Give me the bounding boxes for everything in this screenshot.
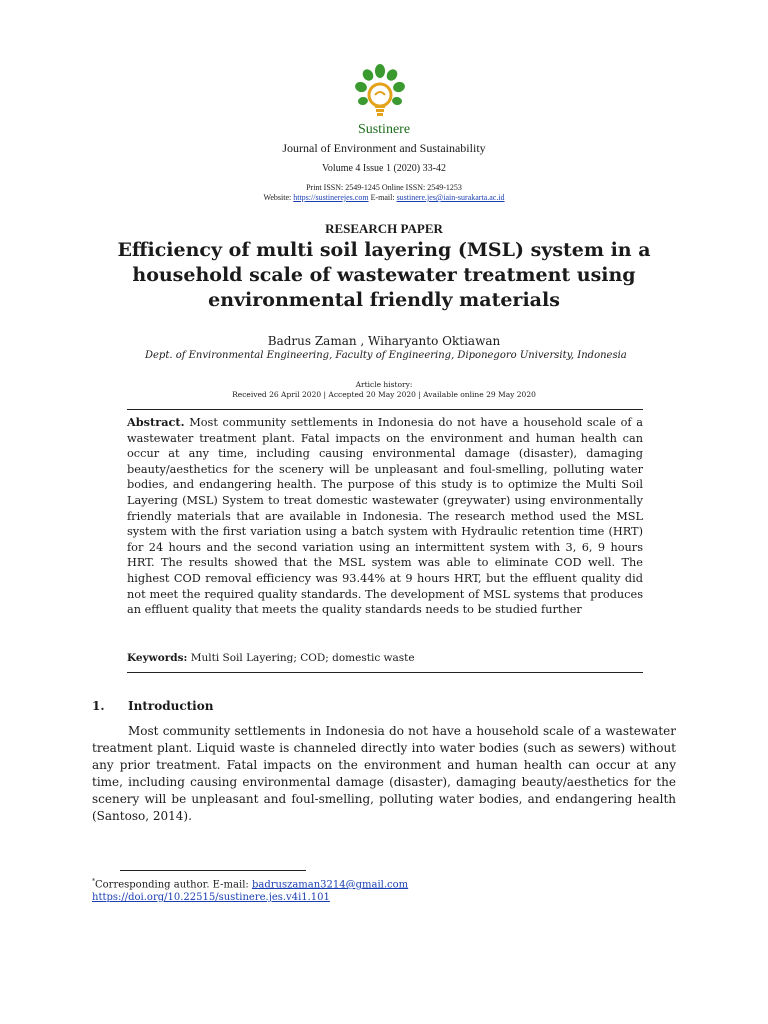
paper-authors: Badrus Zaman , Wiharyanto Oktiawan bbox=[267, 334, 501, 348]
abstract bbox=[127, 415, 643, 618]
doi-footnote bbox=[92, 892, 330, 903]
tree-lightbulb-logo-icon bbox=[355, 63, 405, 123]
journal-contact-line bbox=[0, 193, 768, 202]
journal-issn: Print ISSN: 2549-1245 Online ISSN: 2549-1253 bbox=[306, 183, 462, 192]
doi-link[interactable]: https://doi.org/10.22515/sustinere.jes.v4i1.101 bbox=[92, 892, 330, 903]
article-history-label: Article history: bbox=[355, 380, 413, 389]
paper-type: RESEARCH PAPER bbox=[325, 221, 443, 236]
journal-volume: Volume 4 Issue 1 (2020) 33-42 bbox=[322, 163, 446, 174]
paper-title: Efficiency of multi soil layering (MSL) system in a household scale of wastewater treatment using environmental friendly materials bbox=[117, 239, 651, 311]
keywords-label: Keywords: bbox=[127, 652, 188, 664]
abstract-bottom-rule bbox=[127, 672, 643, 673]
abstract-text: Most community settlements in Indonesia do not have a household scale of a wastewater treatment plant. Fatal impacts on the environment and human health can occur at any time, including causing environmental damage (disaster), damaging beauty/aesthetics for the scenery will be unpleasant and foul-smelling, polluting water bodies, and endangering health. The purpose of this study is to optimize the Multi Soil Layering (MSL) System to treat domestic wastewater (greywater) using environmentally friendly materials that are available in Indonesia. The research method used the MSL system with the first variation using a batch system with Hydraulic retention time (HRT) for 24 hours and the second variation using an intermittent system with 3, 6, 9 hours HRT. The results showed that the MSL system was able to eliminate COD well. The highest COD removal efficiency was 93.44% at 9 hours HRT, but the effluent quality did not meet the required quality standards. The development of MSL systems that produces an effluent quality that meets the quality standards needs to be studied further bbox=[127, 416, 643, 617]
keywords-text: Multi Soil Layering; COD; domestic waste bbox=[187, 652, 415, 664]
abstract-label: Abstract. bbox=[127, 415, 185, 429]
keywords bbox=[127, 652, 643, 664]
abstract-top-rule bbox=[127, 409, 643, 410]
journal-email-link[interactable]: sustinere.jes@iain-surakarta.ac.id bbox=[396, 193, 505, 202]
section-number: 1. bbox=[92, 699, 105, 713]
article-history: Received 26 April 2020 | Accepted 20 May 2020 | Available online 29 May 2020 bbox=[232, 390, 536, 399]
journal-name: Sustinere bbox=[357, 122, 411, 137]
footnote-marker: * bbox=[92, 878, 95, 885]
introduction-paragraph: Most community settlements in Indonesia do not have a household scale of a wastewater treatment plant. Liquid waste is channeled directly into water bodies (such as sewers) without any prior treatment. Fatal impacts on the environment and human health can occur at any time, including causing environmental damage (disaster), damaging beauty/aesthetics for the scenery will be unpleasant and foul-smelling, polluting water bodies, and endangering health (Santoso, 2014). bbox=[92, 724, 676, 823]
footnote-rule bbox=[120, 870, 306, 871]
section-title: Introduction bbox=[128, 699, 214, 713]
journal-subtitle: Journal of Environment and Sustainability bbox=[282, 141, 486, 155]
email-label: E-mail: bbox=[368, 193, 397, 202]
website-label: Website: bbox=[263, 193, 294, 202]
website-link[interactable]: https://sustinerejes.com bbox=[293, 193, 369, 202]
corresponding-label: Corresponding author. E-mail: bbox=[95, 879, 252, 891]
section-heading-introduction bbox=[92, 699, 213, 713]
corresponding-author-footnote bbox=[92, 878, 408, 890]
author-affiliation: Dept. of Environmental Engineering, Faculty of Engineering, Diponegoro University, Indonesia bbox=[145, 350, 627, 361]
corresponding-email-link[interactable]: badruszaman3214@gmail.com bbox=[251, 879, 409, 891]
